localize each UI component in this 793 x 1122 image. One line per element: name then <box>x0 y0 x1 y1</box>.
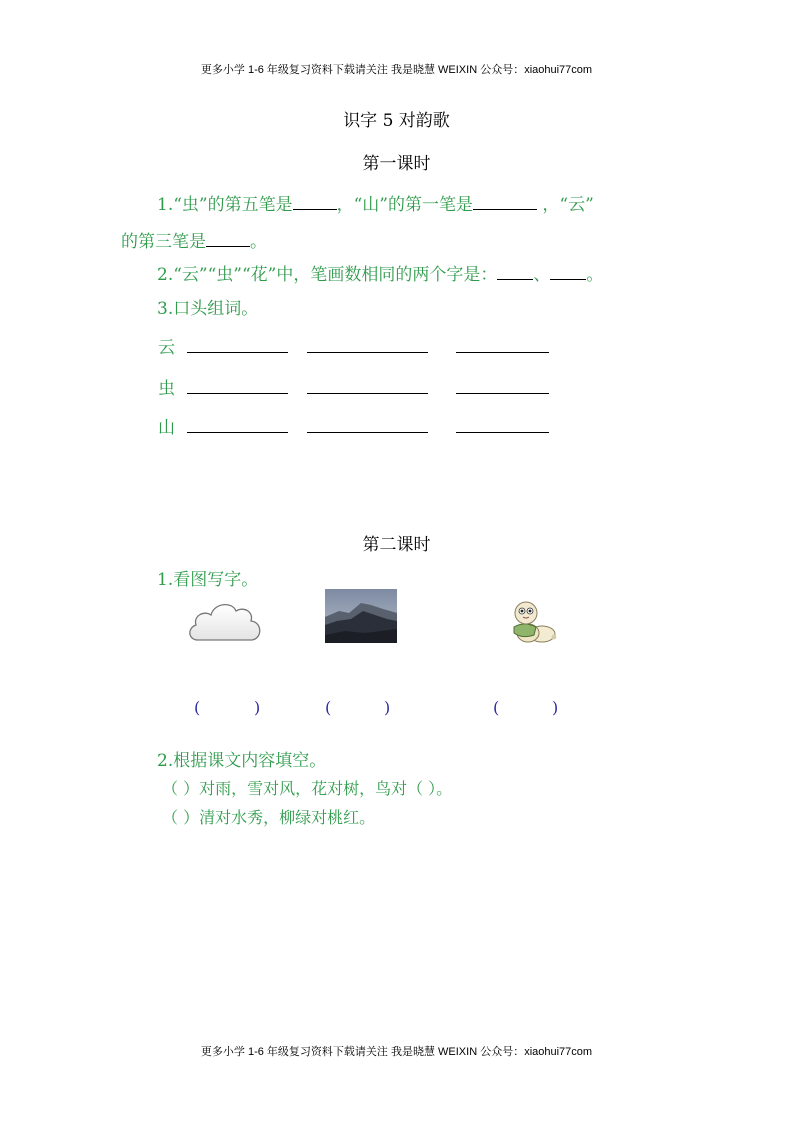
word-row-1-line-3[interactable] <box>456 352 549 353</box>
page-footer: 更多小学 1-6 年级复习资料下载请关注 我是晓慧 WEIXIN 公众号：xiaohui77com <box>200 1046 593 1058</box>
word-row-3-line-1[interactable] <box>187 432 288 433</box>
lesson1-question-3: 3.口头组词。 <box>157 299 259 319</box>
word-row-3-line-2[interactable] <box>307 432 428 433</box>
q2-text: 2.“云”“虫”“花”中，笔画数相同的两个字是： <box>157 265 498 285</box>
lesson1-question-2 <box>157 260 603 285</box>
fill-line-1: （ ）对雨，雪对风，花对树，鸟对（ ）。 <box>162 779 453 798</box>
answer-box-2-close: ) <box>384 698 391 717</box>
word-row-char-3: 山 <box>158 418 175 438</box>
q2-blank-2[interactable] <box>550 264 586 280</box>
lesson2-question-2: 2.根据课文内容填空。 <box>157 751 327 771</box>
q1-text-c: ，“云” <box>542 195 594 215</box>
q2-blank-1[interactable] <box>497 264 533 280</box>
answer-box-2[interactable] <box>337 700 381 718</box>
word-row-2-line-3[interactable] <box>456 393 549 394</box>
lesson1-question-1 <box>157 190 594 215</box>
lesson2-question-1: 1.看图写字。 <box>157 570 259 590</box>
answer-box-3-close: ) <box>552 698 559 717</box>
answer-box-1-open: ( <box>194 698 201 717</box>
word-row-char-1: 云 <box>158 338 175 358</box>
word-row-1-line-1[interactable] <box>187 352 288 353</box>
q1-blank-2[interactable] <box>473 194 537 210</box>
answer-box-3[interactable] <box>505 700 549 718</box>
page-header: 更多小学 1-6 年级复习资料下载请关注 我是晓慧 WEIXIN 公众号：xiaohui77com <box>200 64 593 76</box>
lesson1-heading: 第一课时 <box>362 154 431 174</box>
word-row-2-line-1[interactable] <box>187 393 288 394</box>
q1-blank-1[interactable] <box>293 194 337 210</box>
cloud-picture <box>186 596 264 646</box>
q2-end: 。 <box>586 265 604 285</box>
fill-line-2: （ ）清对水秀，柳绿对桃红。 <box>162 808 376 827</box>
mountain-picture <box>325 589 397 643</box>
answer-box-1[interactable] <box>206 700 250 718</box>
word-row-2-line-2[interactable] <box>307 393 428 394</box>
q1-blank-3[interactable] <box>206 231 250 247</box>
answer-box-1-close: ) <box>254 698 261 717</box>
worm-picture <box>506 599 560 645</box>
q1-text-e: 。 <box>250 232 267 252</box>
q1-text-b: ，“山”的第一笔是 <box>336 195 473 215</box>
q1-text-a: 1.“虫”的第五笔是 <box>157 195 293 215</box>
q2-separator: 、 <box>533 265 551 285</box>
answer-box-3-open: ( <box>493 698 500 717</box>
word-row-1-line-2[interactable] <box>307 352 428 353</box>
lesson2-heading: 第二课时 <box>362 535 431 555</box>
word-row-char-2: 虫 <box>158 379 175 399</box>
answer-box-2-open: ( <box>325 698 332 717</box>
q1-text-d: 的第三笔是 <box>121 232 206 252</box>
word-row-3-line-3[interactable] <box>456 432 549 433</box>
lesson1-question-1-cont <box>121 227 267 252</box>
page-title: 识字 5 对韵歌 <box>343 111 450 131</box>
